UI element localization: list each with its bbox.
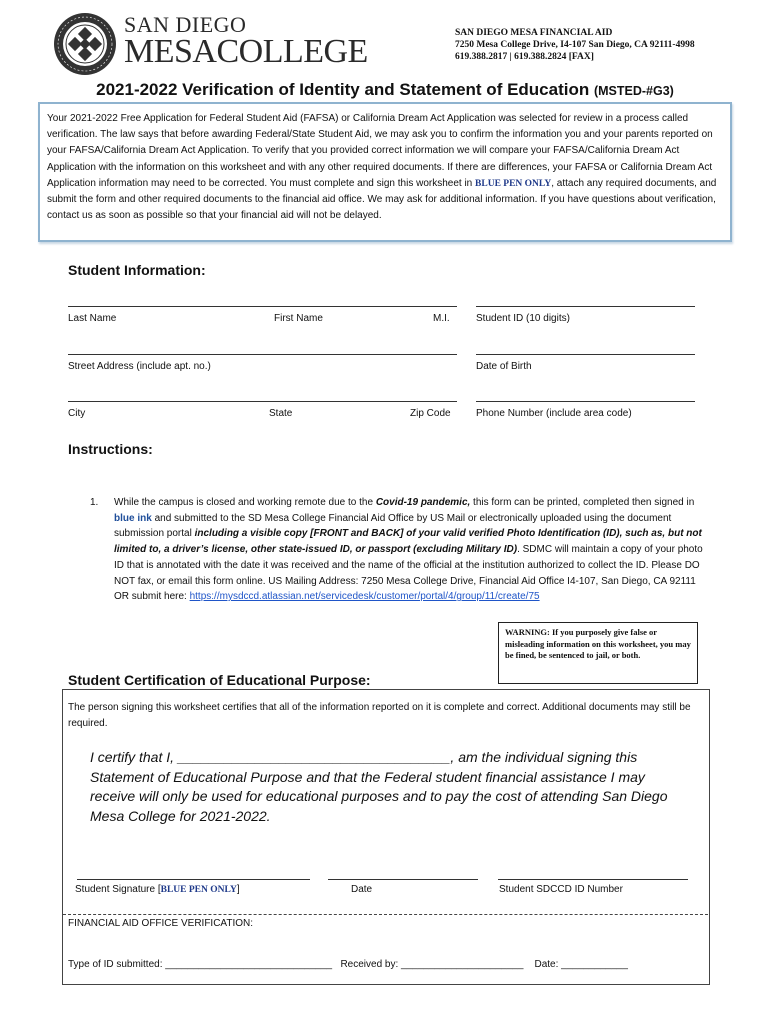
sdccd-id-line[interactable] bbox=[498, 879, 688, 880]
title-text: 2021-2022 Verification of Identity and Statement of Education bbox=[96, 80, 590, 99]
blue-pen-note: BLUE PEN ONLY bbox=[475, 178, 552, 189]
city-line[interactable] bbox=[68, 401, 457, 402]
wordmark-line1: SAN DIEGO bbox=[124, 12, 247, 37]
signature-label bbox=[75, 884, 240, 895]
intro-paragraph bbox=[47, 111, 723, 224]
certification-statement: I certify that I, ___________________________________, am the individual signing this Statement of Educational Purpose and that the Federal student financial assistance I may receive will only be used for educational purposes and to pay the cost of attending San Diego Mesa College for 2021-2022. bbox=[90, 749, 668, 824]
phone-label: Phone Number (include area code) bbox=[476, 408, 632, 419]
college-seal-logo bbox=[53, 12, 117, 76]
signature-blue-pen-note: BLUE PEN ONLY bbox=[160, 885, 237, 895]
office-contact bbox=[455, 27, 695, 63]
instruction-number: 1. bbox=[90, 497, 99, 508]
student-id-line[interactable] bbox=[476, 306, 695, 307]
state-label: State bbox=[269, 408, 293, 419]
photo-id-requirement: including a visible copy [FRONT and BACK] of your valid verified Photo Identification (ID), such as, but not limited to, a driver’s license, other state-issued ID, or passport (excluding Military ID) bbox=[114, 528, 702, 556]
page-title bbox=[40, 80, 730, 100]
first-name-label: First Name bbox=[274, 313, 323, 324]
street-line[interactable] bbox=[68, 354, 457, 355]
signature-line[interactable] bbox=[77, 879, 310, 880]
certification-box bbox=[62, 689, 710, 985]
certification-intro: The person signing this worksheet certifies that all of the information reported on it is complete and correct. Additional documents may still be required. bbox=[68, 702, 691, 729]
date-label: Date bbox=[351, 884, 373, 895]
student-id-label: Student ID (10 digits) bbox=[476, 313, 570, 324]
phone-line[interactable] bbox=[476, 401, 695, 402]
verification-title: FINANCIAL AID OFFICE VERIFICATION: bbox=[68, 918, 254, 929]
instruction-text bbox=[114, 495, 704, 605]
student-info-heading: Student Information: bbox=[68, 262, 206, 278]
covid-emphasis: Covid-19 pandemic, bbox=[375, 497, 471, 508]
intro-text-part2: , attach any required documents, and submit the form and other required documents to the financial aid office. We may ask for additional information. If you have questions about verification, contact us as soon as possible so that your financial aid will not be delayed. bbox=[47, 177, 717, 222]
office-name: SAN DIEGO MESA FINANCIAL AID bbox=[455, 28, 613, 38]
college-wordmark bbox=[124, 14, 368, 68]
city-label: City bbox=[68, 408, 86, 419]
date-line[interactable] bbox=[328, 879, 478, 880]
instructions-heading: Instructions: bbox=[68, 441, 153, 457]
last-name-label: Last Name bbox=[68, 313, 117, 324]
signature-label-close: ] bbox=[236, 884, 240, 895]
wordmark-line2: MESACOLLEGE bbox=[124, 33, 368, 70]
instruction-text-5: and submitted to the SD Mesa College Financial Aid Office by US Mail or electronically uploaded using the document submission portal bbox=[114, 512, 672, 540]
dob-label: Date of Birth bbox=[476, 361, 532, 372]
warning-box: WARNING: If you purposely give false or misleading information on this worksheet, you may be fined, be sentenced to jail, or both. bbox=[498, 622, 698, 684]
mi-label: M.I. bbox=[433, 313, 450, 324]
form-code: (MSTED-#G3) bbox=[593, 84, 674, 98]
certification-heading: Student Certification of Educational Purpose: bbox=[68, 672, 371, 688]
office-phone: 619.388.2817 | 619.388.2824 [FAX] bbox=[455, 52, 594, 62]
instruction-text-7: . SDMC will maintain a copy of your photo ID that is annotated with the date it was received and the name of the official at the institution authorized to collect the ID. Please DO NOT fax, or email this form online. US Mailing Address: 7250 Mesa College Drive, Financial Aid Office I4-107, San Diego, CA 92111 OR submit here: bbox=[114, 544, 703, 603]
signature-label-text: Student Signature [ bbox=[75, 884, 161, 895]
intro-text-part1: Your 2021-2022 Free Application for Federal Student Aid (FAFSA) or California Dream Act Application was selected for review in a process called verification. The law says that before awarding Federal/State Student Aid, we may ask you to confirm the information you and your parents reported on your FAFSA/California Dream Act Application. To verify that you provided correct information we will compare your FAFSA/California Dream Act Application with the information on this worksheet and with any other required documents. If there are differences, your FAFSA or California Dream Act Application information may need to be corrected. You must complete and sign this worksheet in bbox=[47, 113, 713, 189]
street-label: Street Address (include apt. no.) bbox=[68, 361, 211, 372]
section-divider bbox=[63, 914, 708, 915]
zip-label: Zip Code bbox=[410, 408, 451, 419]
intro-box bbox=[38, 102, 732, 242]
office-address: 7250 Mesa College Drive, I4-107 San Diego, CA 92111-4998 bbox=[455, 40, 695, 50]
blue-ink-note: blue ink bbox=[114, 512, 152, 524]
name-line[interactable] bbox=[68, 306, 457, 307]
page-header bbox=[0, 0, 770, 80]
submission-portal-link[interactable]: https://mysdccd.atlassian.net/servicedesk/customer/portal/4/group/11/create/75 bbox=[189, 591, 540, 603]
instruction-text-1: While the campus is closed and working remote due to the bbox=[114, 497, 376, 508]
sdccd-id-label: Student SDCCD ID Number bbox=[499, 884, 623, 895]
instruction-text-3: this form can be printed, completed then signed in bbox=[470, 497, 695, 508]
dob-line[interactable] bbox=[476, 354, 695, 355]
verification-fields: Type of ID submitted: ______________________________ Received by: ______________________ Date: ____________ bbox=[68, 959, 628, 970]
